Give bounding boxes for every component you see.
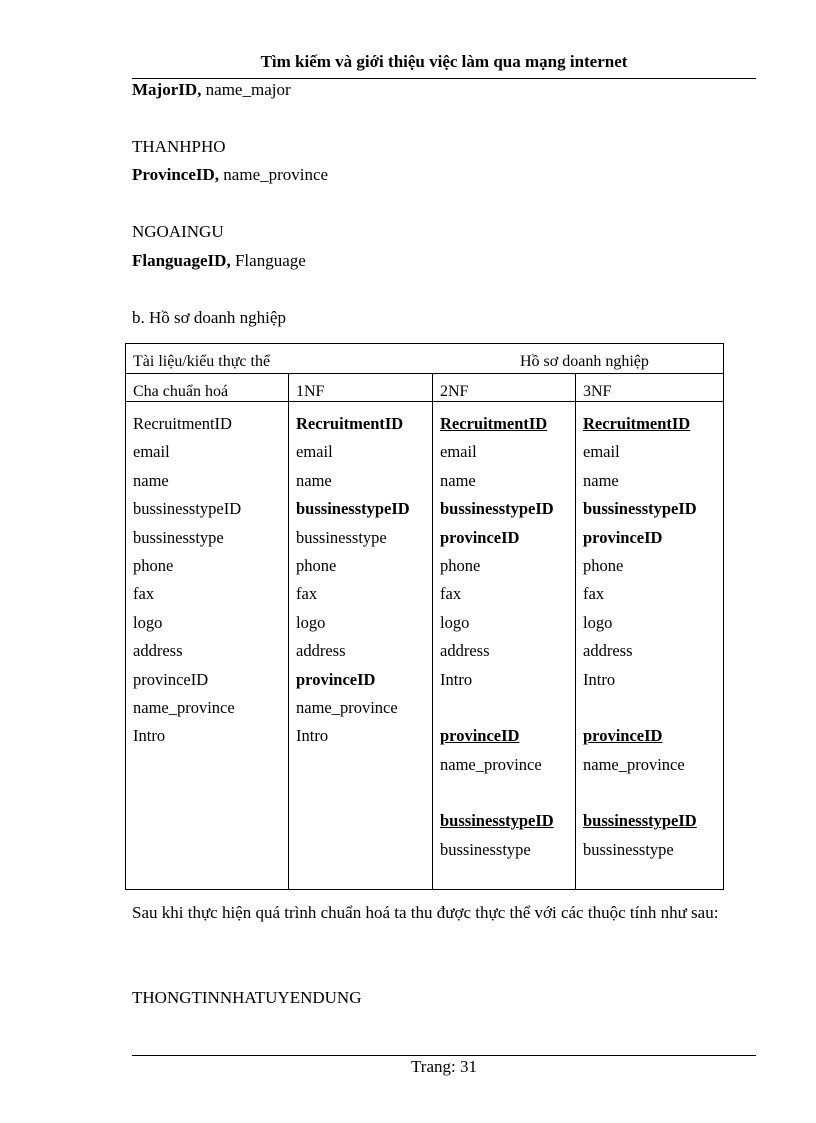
table-cell: Intro — [583, 669, 616, 689]
table-cell: phone — [133, 555, 174, 575]
table-divider-header — [126, 401, 723, 402]
table-cell: bussinesstype — [133, 527, 224, 547]
table-cell: logo — [296, 612, 326, 632]
table-cell: bussinesstype — [440, 839, 531, 859]
table-cell: Intro — [440, 669, 473, 689]
table-cell: fax — [133, 584, 155, 604]
major-attributes: name_major — [201, 80, 291, 99]
column-header-1nf: 1NF — [296, 383, 325, 400]
table-cell — [583, 694, 697, 722]
summary-paragraph: Sau khi thực hiện quá trình chuẩn hoá ta thu được thực thể với các thuộc tính như sau: — [132, 903, 719, 922]
table-divider-title — [126, 373, 723, 374]
table-cell: provinceID — [440, 527, 520, 547]
page-label: Trang: — [411, 1057, 456, 1076]
thanhpho-entity-name: THANHPHO — [132, 137, 226, 156]
column-header-3nf: 3NF — [583, 383, 612, 400]
flanguage-attributes: Flanguage — [230, 251, 306, 270]
table-cell: fax — [440, 584, 462, 604]
table-cell: provinceID — [440, 726, 520, 746]
table-cell: Intro — [296, 726, 329, 746]
page-footer — [132, 1057, 756, 1077]
table-cell: name — [440, 470, 476, 490]
table-cell: RecruitmentID — [583, 414, 691, 433]
column-2nf — [440, 410, 554, 864]
table-cell: name_province — [583, 754, 685, 774]
table-cell: provinceID — [133, 669, 209, 689]
normalization-table — [125, 343, 724, 890]
table-cell: fax — [296, 584, 318, 604]
table-cell: address — [296, 641, 346, 661]
table-cell: name — [133, 470, 169, 490]
flanguage-entity-line — [132, 251, 306, 271]
table-cell: RecruitmentID — [440, 414, 548, 433]
column-1nf — [296, 410, 410, 751]
table-cell: address — [440, 641, 490, 661]
table-cell: RecruitmentID — [296, 414, 404, 433]
table-cell: email — [440, 442, 477, 462]
table-cell: provinceID — [583, 726, 663, 746]
table-cell: bussinesstype — [296, 527, 387, 547]
table-cell: name_province — [296, 697, 398, 717]
column-header-2nf: 2NF — [440, 383, 469, 400]
table-cell: phone — [296, 555, 337, 575]
table-cell: provinceID — [296, 669, 376, 689]
entity-name-thongtinnhatuyendung: THONGTINNHATUYENDUNG — [132, 988, 362, 1007]
table-cell: address — [133, 641, 183, 661]
province-key: ProvinceID, — [132, 165, 220, 184]
table-cell: bussinesstypeID — [583, 811, 697, 831]
table-title-right: Hồ sơ doanh nghiệp — [520, 353, 649, 370]
table-column-divider — [288, 373, 289, 889]
province-entity-line — [132, 165, 328, 185]
table-title-left: Tài liệu/kiểu thực thể — [133, 353, 271, 370]
table-cell: bussinesstypeID — [440, 499, 554, 519]
table-cell: Intro — [133, 726, 166, 746]
table-cell: bussinesstypeID — [440, 811, 554, 831]
table-cell: bussinesstype — [583, 839, 674, 859]
table-cell: name — [296, 470, 332, 490]
table-cell — [440, 694, 554, 722]
table-cell: phone — [440, 555, 481, 575]
major-key: MajorID, — [132, 80, 202, 99]
table-cell: fax — [583, 584, 605, 604]
table-cell: logo — [133, 612, 163, 632]
table-cell: address — [583, 641, 633, 661]
table-cell: provinceID — [583, 527, 663, 547]
table-column-divider — [432, 373, 433, 889]
table-cell: logo — [440, 612, 470, 632]
table-cell: name — [583, 470, 619, 490]
page-number: 31 — [459, 1057, 477, 1076]
table-cell: phone — [583, 555, 624, 575]
page-header: Tìm kiếm và giới thiệu việc làm qua mạng internet — [260, 52, 628, 71]
province-attributes: name_province — [219, 165, 329, 184]
footer-rule — [132, 1055, 756, 1056]
major-entity-line — [132, 80, 291, 100]
table-cell: email — [133, 442, 170, 462]
table-cell: email — [583, 442, 620, 462]
table-cell: logo — [583, 612, 613, 632]
table-cell — [440, 779, 554, 807]
table-cell: email — [296, 442, 333, 462]
table-cell: name_province — [133, 697, 235, 717]
table-cell: RecruitmentID — [133, 414, 232, 433]
table-column-divider — [575, 373, 576, 889]
table-cell: bussinesstypeID — [133, 499, 242, 519]
table-cell: bussinesstypeID — [583, 499, 697, 519]
section-heading: b. Hồ sơ doanh nghiệp — [132, 308, 286, 327]
flanguage-key: FlanguageID, — [132, 251, 231, 270]
column-3nf — [583, 410, 697, 864]
table-cell: name_province — [440, 754, 542, 774]
column-unnormalized — [133, 410, 241, 751]
ngoaingu-entity-name: NGOAINGU — [132, 222, 224, 241]
column-header-unnormalized: Cha chuẩn hoá — [133, 383, 229, 400]
table-cell — [583, 779, 697, 807]
table-cell: bussinesstypeID — [296, 499, 410, 519]
header-rule — [132, 78, 756, 79]
